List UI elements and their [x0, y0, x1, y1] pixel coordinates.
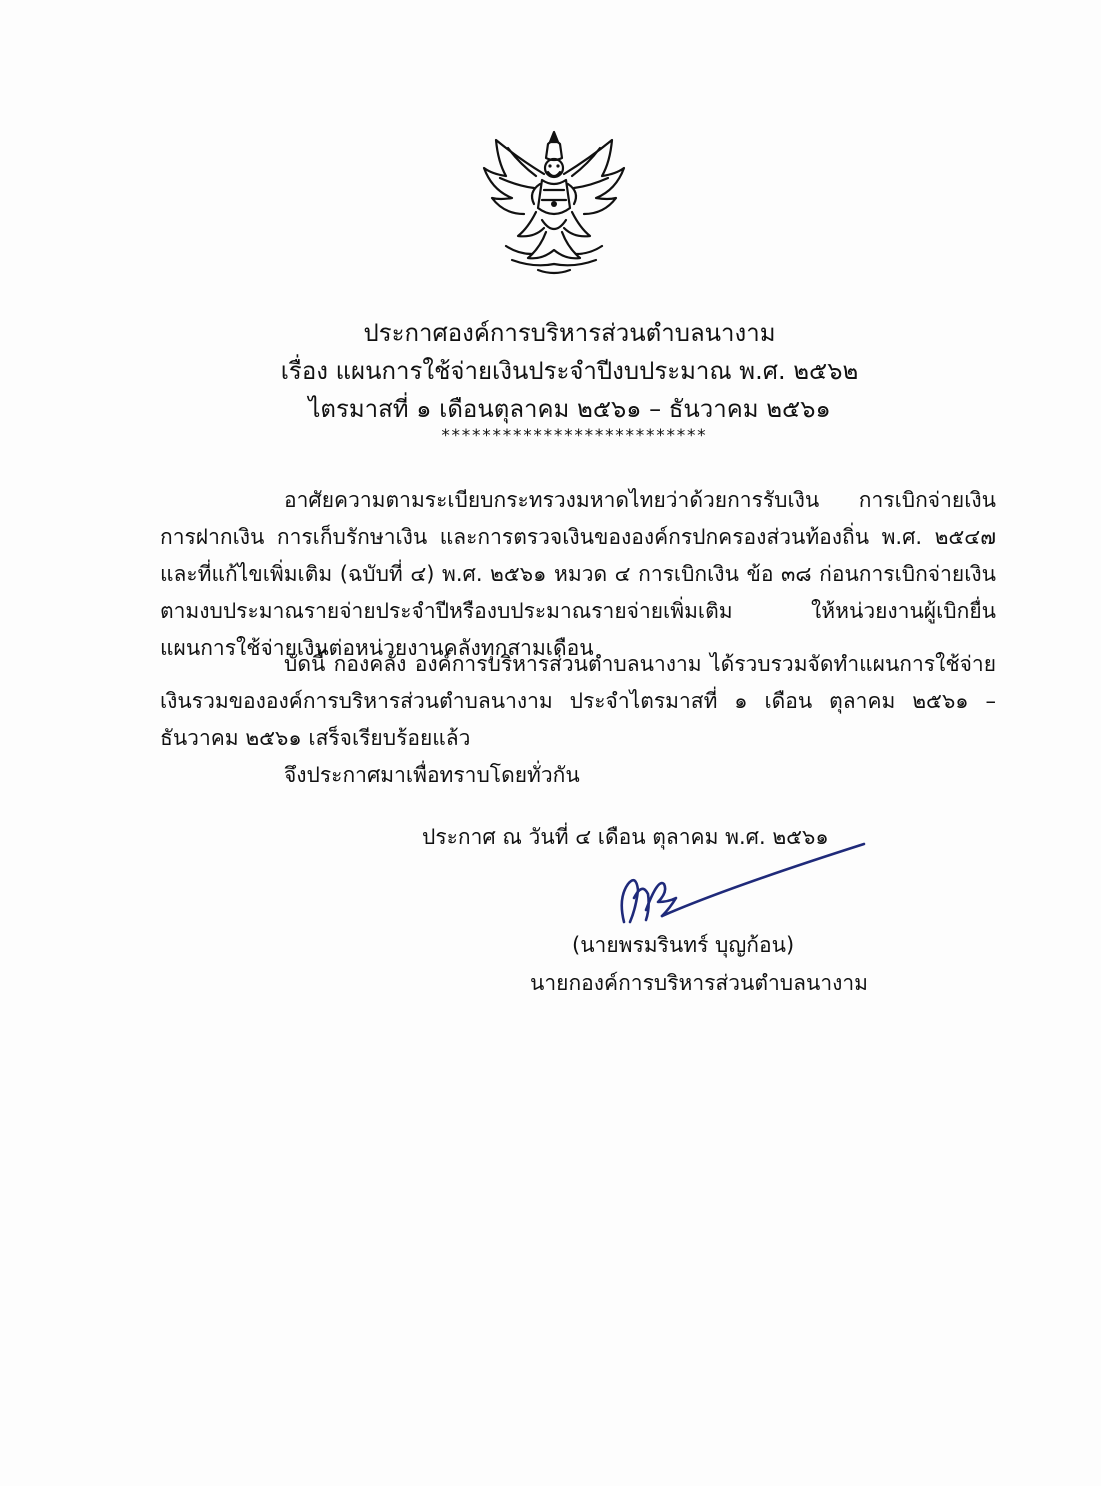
announcement-subject: เรื่อง แผนการใช้จ่ายเงินประจำปีงบประมาณ พ.ศ. ๒๕๖๒	[280, 357, 859, 385]
garuda-emblem	[478, 128, 630, 280]
signer-name: (นายพรมรินทร์ บุญก้อน)	[572, 933, 795, 957]
body-paragraph-2	[160, 646, 996, 757]
body-paragraph-1	[160, 482, 996, 667]
signer-title: นายกองค์การบริหารส่วนตำบลนางาม	[530, 971, 869, 995]
paragraph-2-text: บัดนี้ กองคลัง องค์การบริหารส่วนตำบลนางาม ได้รวบรวมจัดทำแผนการใช้จ่ายเงินรวมขององค์การบริหารส่วนตำบลนางาม ประจำไตรมาสที่ ๑ เดือน ตุลาคม ๒๕๖๑ – ธันวาคม ๒๕๖๑ เสร็จเรียบร้อยแล้ว	[160, 652, 996, 750]
announcement-period: ไตรมาสที่ ๑ เดือนตุลาคม ๒๕๖๑ – ธันวาคม ๒๕๖๑	[308, 395, 831, 423]
closing-statement: จึงประกาศมาเพื่อทราบโดยทั่วกัน	[284, 763, 580, 787]
handwritten-signature	[606, 838, 868, 928]
title-separator: **************************	[440, 426, 707, 446]
announcement-date: ประกาศ ณ วันที่ ๔ เดือน ตุลาคม พ.ศ. ๒๕๖๑	[422, 825, 829, 849]
paragraph-1-text: อาศัยความตามระเบียบกระทรวงมหาดไทยว่าด้วยการรับเงิน การเบิกจ่ายเงิน การฝากเงิน การเก็บรักษาเงิน และการตรวจเงินขององค์กรปกครองส่วนท้องถิ่น พ.ศ. ๒๕๔๗ และที่แก้ไขเพิ่มเติม (ฉบับที่ ๔) พ.ศ. ๒๕๖๑ หมวด ๔ การเบิกเงิน ข้อ ๓๘ ก่อนการเบิกจ่ายเงินตามงบประมาณรายจ่ายประจำปีหรืองบประมาณรายจ่ายเพิ่มเติม ให้หน่วยงานผู้เบิกยื่นแผนการใช้จ่ายเงินต่อหน่วยงานคลังทุกสามเดือน	[160, 488, 996, 660]
announcement-title: ประกาศองค์การบริหารส่วนตำบลนางาม	[363, 319, 776, 347]
